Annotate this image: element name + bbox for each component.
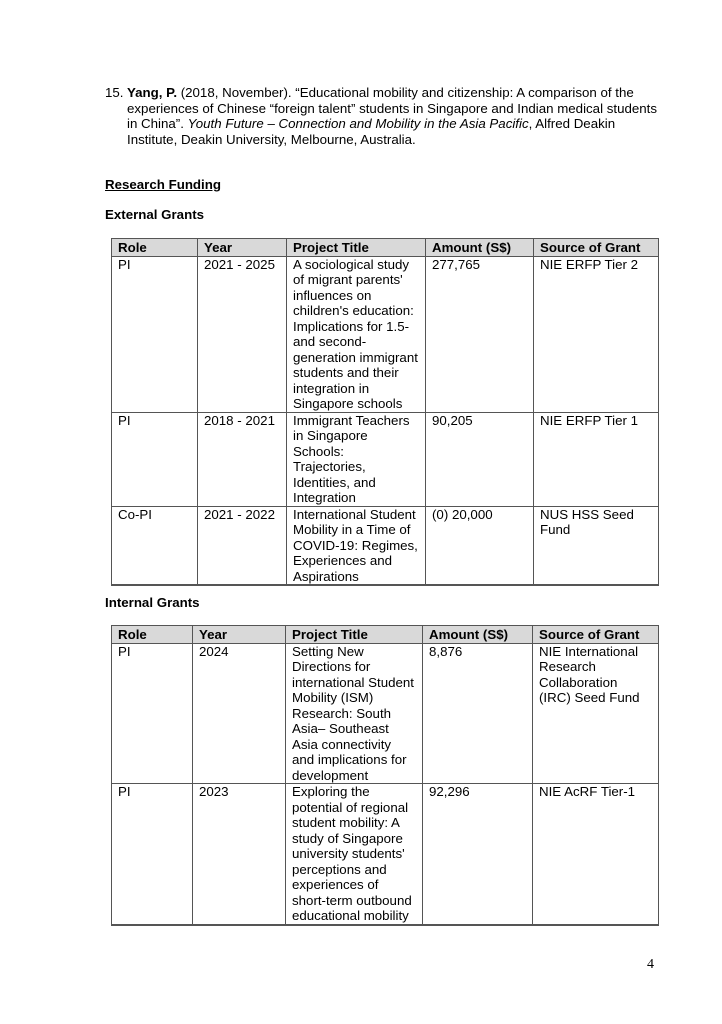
cell-amount: 277,765 (426, 256, 534, 412)
page-number: 4 (647, 957, 654, 972)
column-header-year: Year (193, 626, 286, 644)
reference-venue: , Alfred Deakin Institute, Deakin University, Melbourne, Australia. (127, 116, 616, 147)
column-header-source: Source of Grant (533, 626, 659, 644)
cell-project-title: Setting New Directions for international Student Mobility (ISM) Research: South Asia– Southeast Asia connectivity and implications for development (286, 643, 423, 784)
column-header-project-title: Project Title (287, 239, 426, 257)
reference-number: 15. (105, 85, 124, 100)
cell-amount: (0) 20,000 (426, 506, 534, 585)
reference-date: (2018, November). (177, 85, 296, 100)
cell-project-title: Exploring the potential of regional student mobility: A study of Singapore university students' perceptions and experiences of short-term outbound educational mobility (286, 784, 423, 925)
cell-source: NIE ERFP Tier 2 (534, 256, 659, 412)
column-header-role: Role (112, 626, 193, 644)
cell-role: PI (112, 784, 193, 925)
cell-role: PI (112, 412, 198, 506)
reference-event: Youth Future – Connection and Mobility in the Asia Pacific (187, 116, 529, 131)
cell-role: PI (112, 256, 198, 412)
cell-year: 2024 (193, 643, 286, 784)
table-row (112, 412, 659, 506)
cell-project-title: A sociological study of migrant parents' influences on children's education: Implications for 1.5- and second-generation immigrant students and their integration in Singapore schools (287, 256, 426, 412)
cell-amount: 90,205 (426, 412, 534, 506)
cell-amount: 8,876 (423, 643, 533, 784)
external-grants-table (111, 238, 659, 586)
table-row (112, 256, 659, 412)
cell-year: 2018 - 2021 (198, 412, 287, 506)
cell-role: Co-PI (112, 506, 198, 585)
cell-project-title: International Student Mobility in a Time of COVID-19: Regimes, Experiences and Aspirations (287, 506, 426, 585)
reference-title: “Educational mobility and citizenship: A comparison of the experiences of Chinese “foreign talent” students in Singapore and Indian medical students in China”. (127, 85, 657, 131)
column-header-source: Source of Grant (534, 239, 659, 257)
reference-author: Yang, P. (127, 85, 178, 100)
cell-source: NUS HSS Seed Fund (534, 506, 659, 585)
heading-internal-grants: Internal Grants (105, 595, 200, 610)
reference-text (127, 85, 660, 147)
cell-source: NIE ERFP Tier 1 (534, 412, 659, 506)
section-heading-research-funding: Research Funding (105, 177, 221, 192)
table-header-row (112, 239, 659, 257)
column-header-role: Role (112, 239, 198, 257)
table-header-row (112, 626, 659, 644)
reference-entry (105, 85, 660, 147)
cell-source: NIE AcRF Tier-1 (533, 784, 659, 925)
cell-amount: 92,296 (423, 784, 533, 925)
cell-project-title: Immigrant Teachers in Singapore Schools: Trajectories, Identities, and Integration (287, 412, 426, 506)
cell-role: PI (112, 643, 193, 784)
heading-external-grants: External Grants (105, 207, 205, 222)
column-header-year: Year (198, 239, 287, 257)
cell-source: NIE International Research Collaboration (IRC) Seed Fund (533, 643, 659, 784)
cell-year: 2021 - 2025 (198, 256, 287, 412)
column-header-amount: Amount (S$) (426, 239, 534, 257)
column-header-project-title: Project Title (286, 626, 423, 644)
table-row (112, 784, 659, 925)
cell-year: 2023 (193, 784, 286, 925)
column-header-amount: Amount (S$) (423, 626, 533, 644)
cell-year: 2021 - 2022 (198, 506, 287, 585)
table-row (112, 643, 659, 784)
table-row (112, 506, 659, 585)
internal-grants-table (111, 625, 659, 926)
